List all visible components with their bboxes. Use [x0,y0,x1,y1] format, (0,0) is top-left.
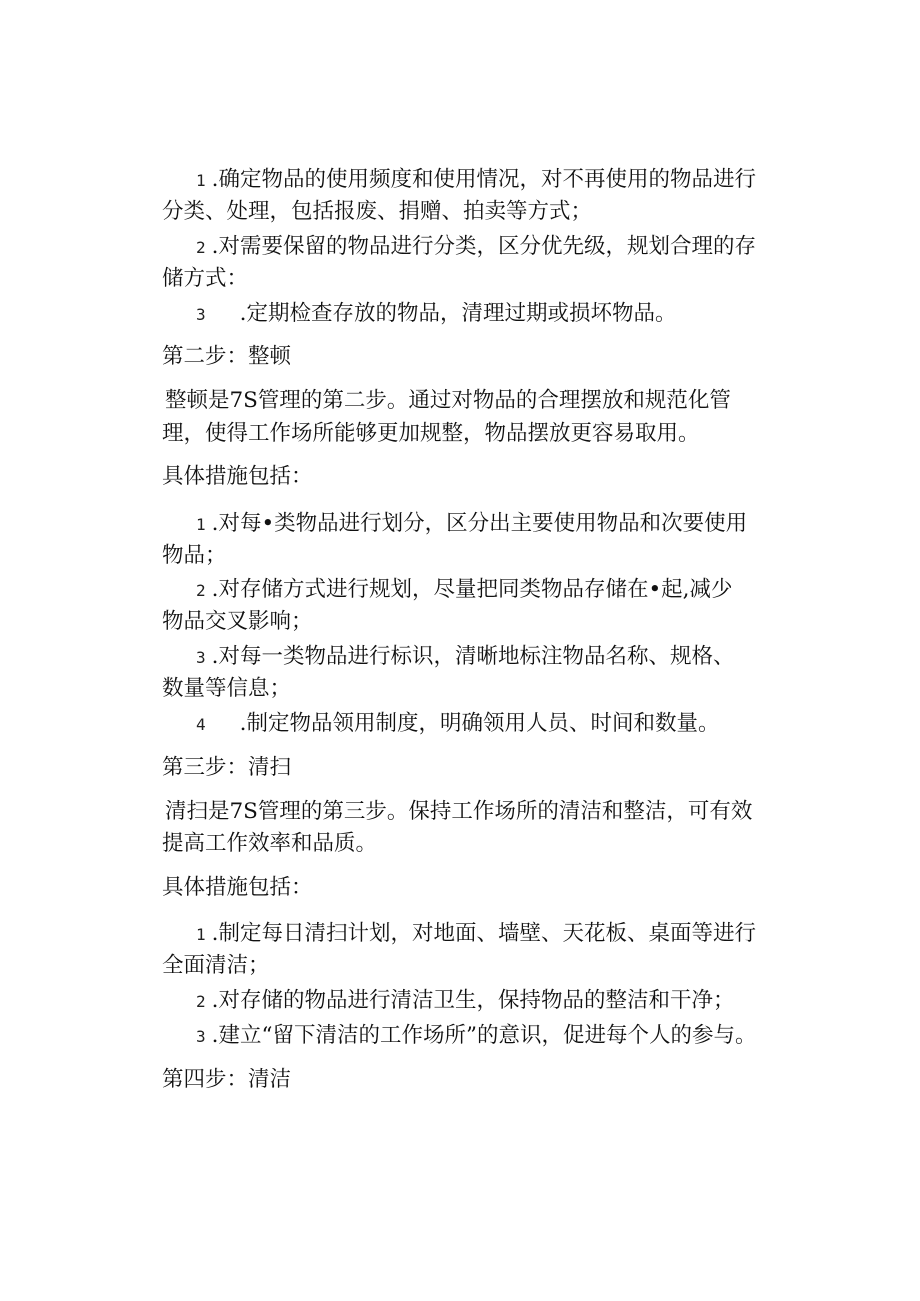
list-item [196,985,734,1018]
list-item [196,298,676,331]
list-text: .对存储方式进行规划，尽量把同类物品存储在•起,减少 [211,577,733,602]
paragraph-line: 清扫是7S管理的第三步。保持工作场所的清洁和整洁，可有效 [165,799,753,824]
list-number: 3 [196,1027,206,1046]
paragraph-line: 理，使得工作场所能够更加规整，物品摆放更容易取用。 [162,421,700,446]
list-item [196,164,756,197]
list-text: .定期检查存放的物品，清理过期或损坏物品。 [239,301,677,326]
list-item [196,918,756,951]
list-number: 1 [196,925,206,944]
list-text: .建立“留下清洁的工作场所”的意识，促进每个人的参与。 [211,1023,757,1048]
list-text: .制定物品领用制度，明确领用人员、时间和数量。 [239,711,720,736]
list-item-continuation: 物品； [162,543,227,568]
list-item-continuation: 储方式： [162,266,249,291]
list-number: 2 [196,581,206,600]
section-heading: 第二步：整顿 [162,344,292,369]
list-item [196,1020,756,1053]
list-item [196,231,756,264]
list-item-continuation: 数量等信息； [162,676,292,701]
list-number: 2 [196,992,206,1011]
list-text: .对每一类物品进行标识，清晰地标注物品名称、规格、 [211,644,735,669]
list-number: 1 [196,171,206,190]
list-item [196,641,734,674]
list-item [196,708,719,741]
list-item [196,508,747,541]
section-heading: 第四步：清洁 [162,1067,292,1092]
list-item [196,574,733,607]
list-number: 4 [196,715,206,734]
list-number: 1 [196,515,206,534]
list-item-continuation: 分类、处理，包括报废、捐赠、拍卖等方式； [162,199,593,224]
measures-label: 具体措施包括： [162,875,313,900]
list-text: .对存储的物品进行清洁卫生，保持物品的整洁和干净； [211,988,735,1013]
list-text: .对每•类物品进行划分，区分出主要使用物品和次要使用 [211,511,748,536]
measures-label: 具体措施包括： [162,464,313,489]
list-number: 3 [196,648,206,667]
list-item-continuation: 物品交叉影响； [162,609,313,634]
list-text: .确定物品的使用频度和使用情况，对不再使用的物品进行 [211,167,756,192]
list-text: .制定每日清扫计划，对地面、墙壁、天花板、桌面等进行 [211,921,756,946]
list-text: .对需要保留的物品进行分类，区分优先级，规划合理的存 [211,234,756,259]
section-heading: 第三步：清扫 [162,755,292,780]
list-number: 3 [196,305,206,324]
list-number: 2 [196,238,206,257]
paragraph-line: 整顿是7S管理的第二步。通过对物品的合理摆放和规范化管 [165,388,731,413]
paragraph-line: 提高工作效率和品质。 [162,831,378,856]
list-item-continuation: 全面清洁； [162,953,270,978]
